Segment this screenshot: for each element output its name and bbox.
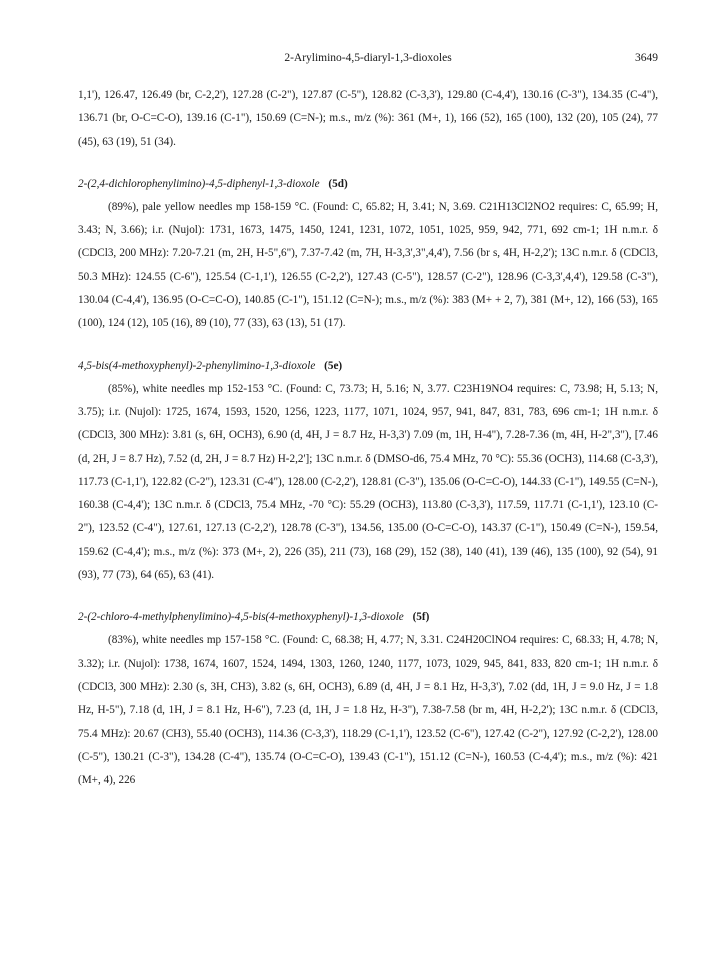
running-title: 2-Arylimino-4,5-diaryl-1,3-dioxoles (284, 52, 452, 64)
page-number: 3649 (635, 52, 658, 64)
compound-heading-5d (78, 178, 658, 190)
compound-description-5e: (85%), white needles mp 152-153 °C. (Found: C, 73.73; H, 5.16; N, 3.77. C23H19NO4 requires: C, 73.98; H, 5.13; N, 3.75); i.r. (Nujol): 1725, 1674, 1593, 1520, 1256, 1223, 1177, 1071, 1024, 957, 941, 847, 831, 783, 696 cm-1; 1H n.m.r. δ (CDCl3, 300 MHz): 3.81 (s, 6H, OCH3), 6.90 (d, 4H, J = 8.7 Hz, H-3,3') 7.09 (m, 1H, H-4"), 7.28-7.36 (m, 4H, H-2",3"), [7.46 (d, 2H, J = 8.7 Hz), 7.52 (d, 2H, J = 8.7 Hz) H-2,2']; 13C n.m.r. δ (DMSO-d6, 75.4 MHz, 70 °C): 55.36 (OCH3), 114.68 (C-3,3'), 117.73 (C-1,1'), 122.82 (C-2"), 123.31 (C-4"), 128.00 (C-2,2'), 128.81 (C-3"), 135.06 (O-C=C-O), 144.33 (C-1"), 149.55 (C=N-), 160.38 (C-4,4'); 13C n.m.r. δ (CDCl3, 75.4 MHz, -70 °C): 55.29 (OCH3), 113.80 (C-3,3'), 117.59, 117.71 (C-1,1'), 123.10 (C-2"), 123.52 (C-4"), 127.61, 127.13 (C-2,2'), 128.78 (C-3"), 134.56, 135.00 (O-C=C-O), 143.37 (C-1"), 150.49 (C=N-), 159.54, 159.62 (C-4,4'); m.s., m/z (%): 373 (M+, 2), 226 (35), 211 (73), 168 (29), 152 (38), 140 (41), 139 (46), 135 (100), 92 (54), 91 (93), 77 (73), 64 (65), 63 (41). (78, 382, 658, 582)
compound-heading-5e (78, 360, 658, 372)
compound-label: (5d) (328, 177, 348, 190)
compound-description-5d: (89%), pale yellow needles mp 158-159 °C. (Found: C, 65.82; H, 3.41; N, 3.69. C21H13Cl2NO2 requires: C, 65.99; H, 3.43; N, 3.66); i.r. (Nujol): 1731, 1673, 1475, 1450, 1241, 1231, 1072, 1051, 1025, 959, 942, 771, 692 cm-1; 1H n.m.r. δ (CDCl3, 200 MHz): 7.20-7.21 (m, 2H, H-5",6"), 7.37-7.42 (m, 7H, H-3,3',3",4,4'), 7.56 (br s, 4H, H-2,2'); 13C n.m.r. δ (CDCl3, 50.3 MHz): 124.55 (C-6"), 125.54 (C-1,1'), 126.55 (C-2,2'), 127.43 (C-5"), 128.57 (C-2"), 128.96 (C-3,3',4,4'), 129.58 (C-3"), 130.04 (C-4,4'), 136.95 (O-C=C-O), 140.85 (C-1"), 151.12 (C=N-); m.s., m/z (%): 383 (M+ + 2, 7), 381 (M+, 12), 166 (53), 165 (100), 124 (12), 105 (16), 89 (10), 77 (33), 63 (13), 51 (17). (78, 200, 658, 330)
continuation-paragraph: 1,1'), 126.47, 126.49 (br, C-2,2'), 127.28 (C-2"), 127.87 (C-5"), 128.82 (C-3,3'), 129.80 (C-4,4'), 130.16 (C-3"), 134.35 (C-4"), 136.71 (br, O-C=C-O), 139.16 (C-1"), 150.69 (C=N-); m.s., m/z (%): 361 (M+, 1), 166 (52), 165 (100), 132 (20), 105 (24), 77 (45), 63 (19), 51 (34). (78, 89, 658, 148)
compound-name: 4,5-bis(4-methoxyphenyl)-2-phenylimino-1,3-dioxole (78, 359, 316, 372)
page-body (78, 84, 658, 792)
compound-description-5f: (83%), white needles mp 157-158 °C. (Found: C, 68.38; H, 4.77; N, 3.31. C24H20ClNO4 requires: C, 68.33; H, 4.78; N, 3.32); i.r. (Nujol): 1738, 1674, 1607, 1524, 1494, 1303, 1260, 1240, 1177, 1073, 1029, 945, 841, 833, 820 cm-1; 1H n.m.r. δ (CDCl3, 300 MHz): 2.30 (s, 3H, CH3), 3.82 (s, 6H, OCH3), 6.89 (d, 4H, J = 8.1 Hz, H-3,3'), 7.02 (dd, 1H, J = 9.0 Hz, J = 1.8 Hz, H-5"), 7.18 (d, 1H, J = 8.1 Hz, H-6"), 7.23 (d, 1H, J = 1.8 Hz, H-3"), 7.38-7.58 (br m, 4H, H-2,2'); 13C n.m.r. δ (CDCl3, 75.4 MHz): 20.67 (CH3), 55.40 (OCH3), 114.36 (C-3,3'), 118.29 (C-1,1'), 123.52 (C-6"), 127.42 (C-2"), 127.92 (C-2,2'), 128.00 (C-5"), 130.21 (C-3"), 134.28 (C-4"), 135.74 (O-C=C-O), 139.43 (C-1"), 151.12 (C=N-), 160.53 (C-4,4'); m.s., m/z (%): 421 (M+, 4), 226 (78, 634, 658, 787)
compound-label: (5e) (324, 359, 343, 372)
compound-name: 2-(2-chloro-4-methylphenylimino)-4,5-bis(4-methoxyphenyl)-1,3-dioxole (78, 611, 404, 624)
running-header (78, 52, 658, 68)
compound-name: 2-(2,4-dichlorophenylimino)-4,5-diphenyl-1,3-dioxole (78, 177, 320, 190)
compound-label: (5f) (412, 611, 430, 624)
compound-heading-5f (78, 611, 658, 623)
